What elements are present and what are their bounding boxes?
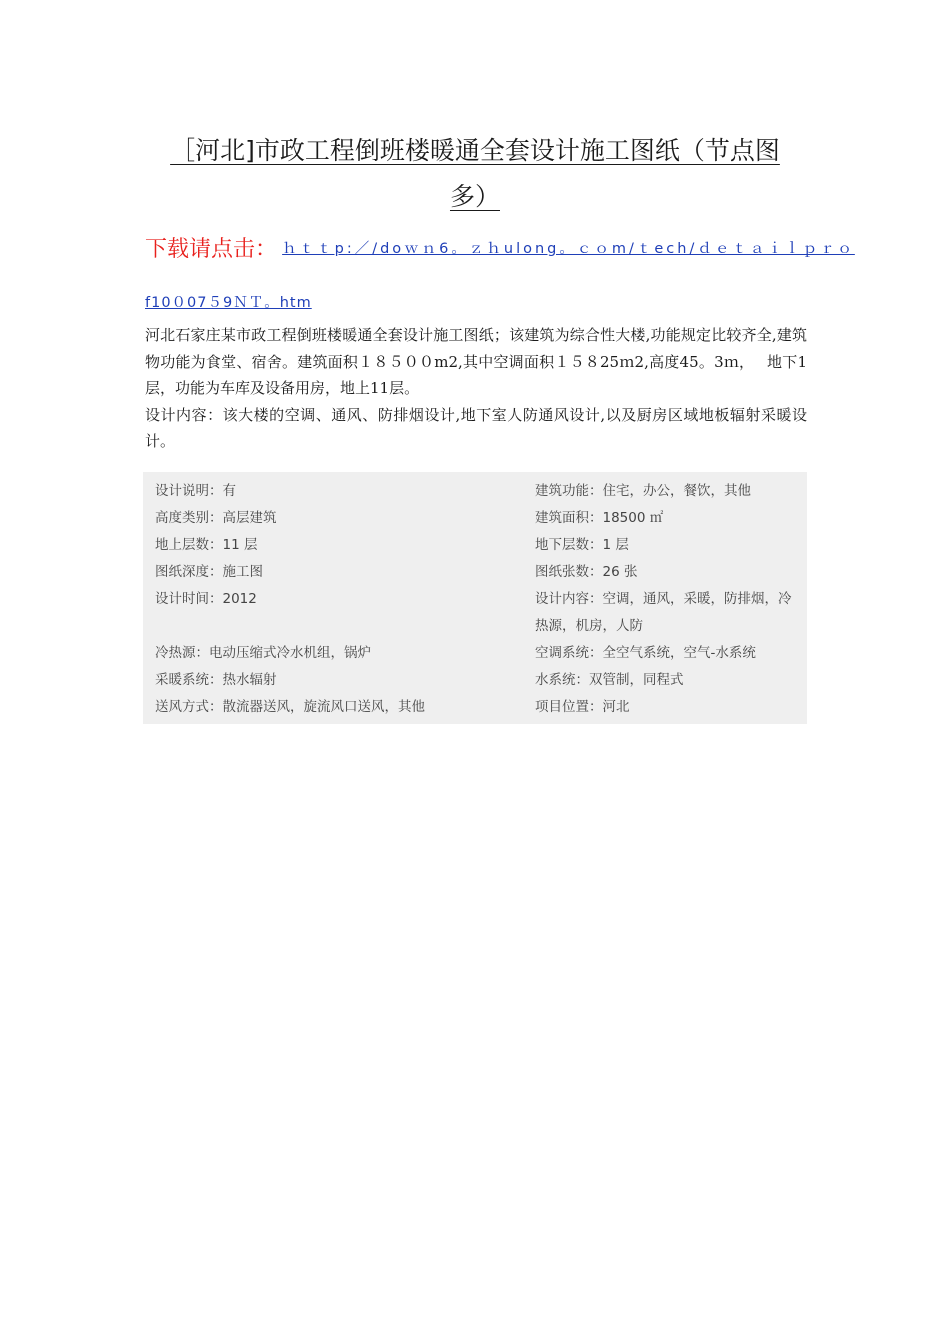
info-floors-above: 地上层数：11 层	[155, 537, 258, 553]
design-content-paragraph: 设计内容：该大楼的空调、通风、防排烟设计,地下室人防通风设计,以及厨房区域地板辐射采暖设计。	[145, 405, 807, 450]
title-line-1: ［河北]市政工程倒班楼暖通全套设计施工图纸（节点图	[170, 136, 780, 165]
info-design-notes: 设计说明：有	[155, 483, 236, 499]
info-drawing-count: 图纸张数：26 张	[535, 564, 638, 580]
document-title	[145, 128, 805, 220]
info-building-function: 建筑功能：住宅，办公，餐饮，其他	[535, 483, 751, 499]
info-height-category: 高度类别：高层建筑	[155, 510, 277, 526]
download-label: 下载请点击：	[145, 237, 278, 262]
info-air-supply: 送风方式：散流器送风，旋流风口送风，其他	[155, 699, 425, 715]
info-design-content: 设计内容：空调，通风，采暖，防排烟，冷热源，机房，人防	[535, 591, 792, 634]
title-line-2: 多）	[449, 182, 500, 211]
info-heat-cold-source: 冷热源：电动压缩式冷水机组，锅炉	[155, 645, 371, 661]
info-drawing-depth: 图纸深度：施工图	[155, 564, 263, 580]
download-row	[145, 232, 855, 268]
info-heating-system: 采暖系统：热水辐射	[155, 672, 277, 688]
info-floors-below: 地下层数：1 层	[535, 537, 629, 553]
download-link[interactable]: ｈｔｔp:／/doｗｎ6。ｚｈulong。ｃｏm/ｔech/ｄｅｔａｉｌｐｒｏ	[282, 241, 855, 257]
info-ac-system: 空调系统：全空气系统，空气-水系统	[535, 645, 756, 661]
project-info-table	[143, 472, 807, 724]
description	[145, 322, 807, 455]
info-water-system: 水系统：双管制，同程式	[535, 672, 684, 688]
info-design-year: 设计时间：2012	[155, 591, 257, 607]
download-link-continued[interactable]: f10０07５9ＮＴ。htm	[145, 295, 312, 311]
info-building-area: 建筑面积：18500 ㎡	[535, 510, 664, 526]
info-project-location: 项目位置：河北	[535, 699, 630, 715]
description-paragraph: 河北石家庄某市政工程倒班楼暖通全套设计施工图纸；该建筑为综合性大楼,功能规定比较齐全,建筑物功能为食堂、宿舍。建筑面积１８５００m2,其中空调面积１５８25ｍ2,高度45。3ｍ， 地下1层，功能为车库及设备用房，地上11层。	[145, 326, 807, 397]
